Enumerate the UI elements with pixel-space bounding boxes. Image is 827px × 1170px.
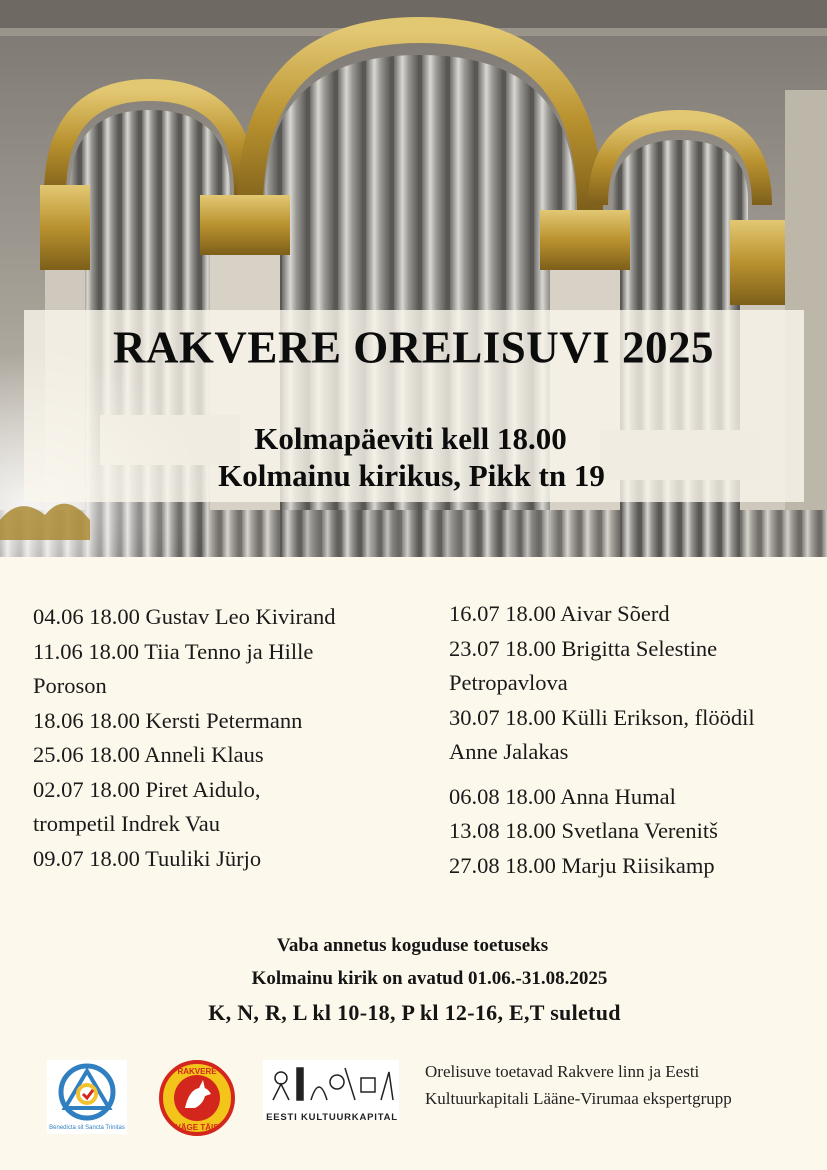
schedule-entry: 04.06 18.00 Gustav Leo Kivirand bbox=[33, 604, 336, 629]
page-title: RAKVERE ORELISUVI 2025 bbox=[112, 321, 715, 373]
schedule-entry: Anne Jalakas bbox=[449, 739, 569, 764]
subtitle-time: Kolmapäeviti kell 18.00 bbox=[254, 421, 567, 456]
schedule-entry: Petropavlova bbox=[449, 670, 568, 695]
sponsor-line: Kultuurkapitali Lääne-Virumaa ekspertgrupp bbox=[425, 1089, 732, 1108]
rakvere-bottom-text: VÄGE TÄIS bbox=[175, 1123, 219, 1132]
schedule-entry: 25.06 18.00 Anneli Klaus bbox=[33, 742, 264, 767]
kulka-caption: EESTI KULTUURKAPITAL bbox=[266, 1112, 398, 1123]
opening-hours: K, N, R, L kl 10-18, P kl 12-16, E,T suletud bbox=[208, 1000, 621, 1025]
schedule-entry: 13.08 18.00 Svetlana Verenitš bbox=[449, 818, 718, 843]
sponsor-note bbox=[425, 1058, 820, 1112]
trinity-caption: Benedicta sit Sancta Trinitas bbox=[49, 1125, 125, 1131]
schedule-entry: 09.07 18.00 Tuuliki Jürjo bbox=[33, 845, 262, 871]
trinity-church-logo bbox=[47, 1060, 127, 1134]
schedule-entry: 18.06 18.00 Kersti Petermann bbox=[33, 707, 303, 733]
schedule-entry: 16.07 18.00 Aivar Sõerd bbox=[449, 601, 670, 626]
sponsor-line: Orelisuve toetavad Rakvere linn ja Eesti bbox=[425, 1062, 700, 1081]
schedule-entry: 02.07 18.00 Piret Aidulo, bbox=[33, 776, 261, 802]
schedule-entry: 30.07 18.00 Külli Erikson, flöödil bbox=[449, 704, 755, 730]
subtitle-location: Kolmainu kirikus, Pikk tn 19 bbox=[218, 458, 605, 493]
rakvere-logo bbox=[159, 1060, 235, 1136]
schedule-entry: 23.07 18.00 Brigitta Selestine bbox=[449, 635, 718, 661]
schedule-right-column bbox=[449, 597, 819, 883]
donation-note: Vaba annetus koguduse toetuseks bbox=[276, 935, 549, 956]
schedule-entry: 06.08 18.00 Anna Humal bbox=[449, 783, 676, 809]
opening-period: Kolmainu kirik on avatud 01.06.-31.08.2025 bbox=[251, 968, 608, 989]
schedule-entry: 11.06 18.00 Tiia Tenno ja Hille bbox=[33, 638, 314, 664]
schedule-entry: Poroson bbox=[33, 673, 107, 698]
schedule-entry: 27.08 18.00 Marju Riisikamp bbox=[449, 852, 715, 878]
rakvere-top-text: RAKVERE bbox=[177, 1067, 217, 1076]
schedule-left-column bbox=[33, 600, 418, 876]
schedule-entry: trompetil Indrek Vau bbox=[33, 811, 221, 836]
